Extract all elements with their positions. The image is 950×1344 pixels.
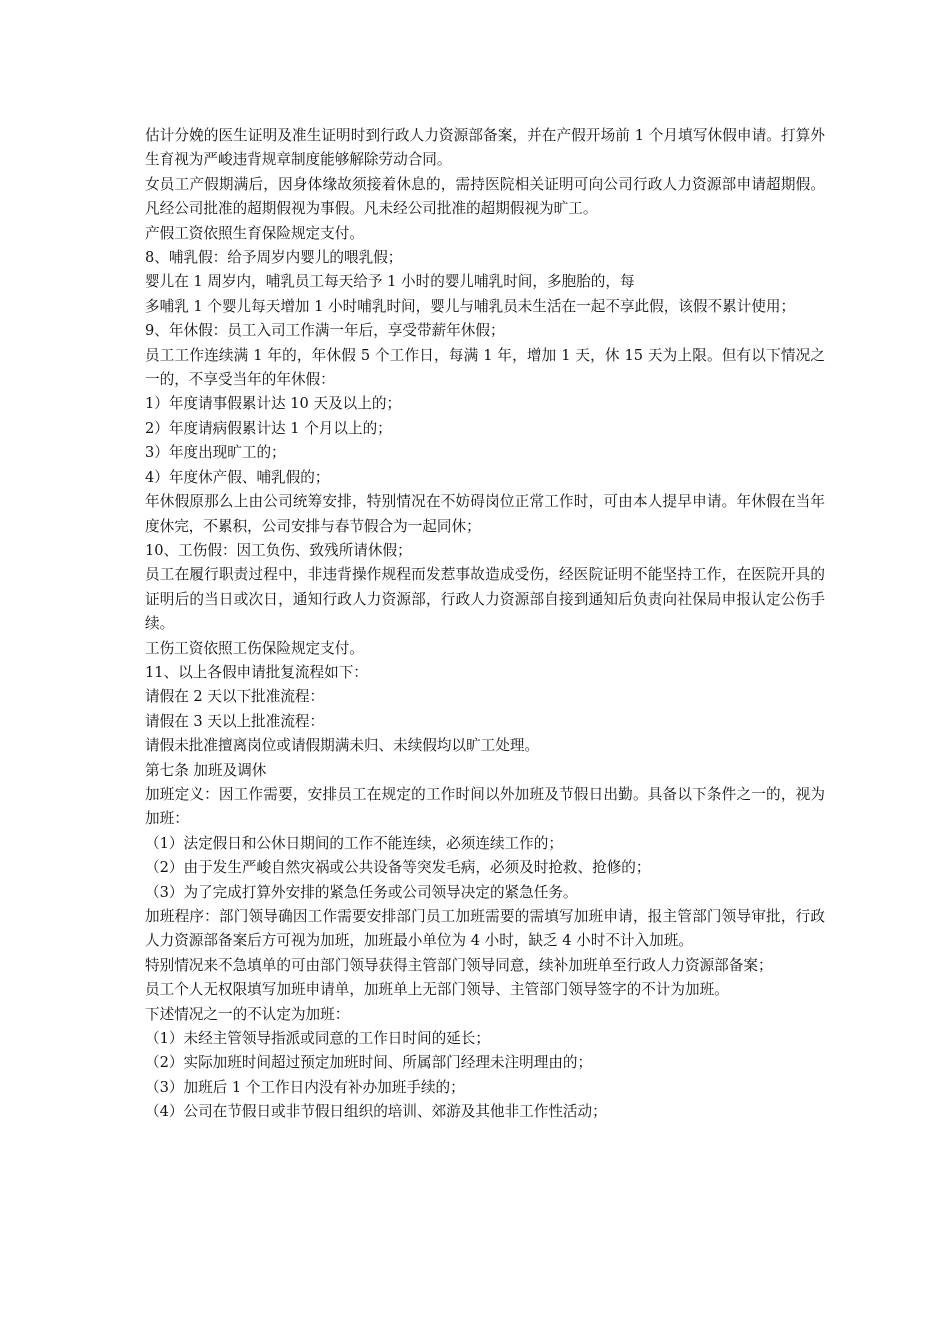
paragraph: 估计分娩的医生证明及准生证明时到行政人力资源部备案，并在产假开场前 1 个月填写休假申请。打算外生育视为严峻违背规章制度能够解除劳动合同。 bbox=[145, 127, 825, 169]
paragraph: 年休假原那么上由公司统筹安排，特别情况在不妨碍岗位正常工作时，可由本人提早申请。年休假在当年度休完，不累积，公司安排与春节假合为一起同休； bbox=[145, 493, 825, 535]
document-body bbox=[145, 124, 825, 1125]
paragraph: 下述情况之一的不认定为加班： bbox=[145, 1005, 350, 1023]
list-item: （2）实际加班时间超过预定加班时间、所属部门经理未注明理由的； bbox=[145, 1054, 593, 1072]
paragraph: 产假工资依照生育保险规定支付。 bbox=[145, 224, 364, 242]
paragraph: 请假在 3 天以上批准流程： bbox=[145, 712, 325, 730]
paragraph: 加班定义：因工作需要，安排员工在规定的工作时间以外加班及节假日出勤。具备以下条件之一的，视为加班： bbox=[145, 785, 825, 828]
list-item: （4）公司在节假日或非节假日组织的培训、郊游及其他非工作性活动； bbox=[145, 1103, 607, 1121]
paragraph: 4）年度休产假、哺乳假的； bbox=[145, 468, 330, 486]
paragraph: 请假未批准擅离岗位或请假期满未归、未续假均以旷工处理。 bbox=[145, 737, 540, 755]
paragraph: 请假在 2 天以下批准流程： bbox=[145, 688, 325, 706]
paragraph: 员工工作连续满 1 年的，年休假 5 个工作日，每满 1 年，增加 1 天，休 15 天为上限。但有以下情况之一的，不享受当年的年休假： bbox=[145, 346, 825, 389]
paragraph: 特别情况来不急填单的可由部门领导获得主管部门领导同意，续补加班单至行政人力资源部备案； bbox=[145, 956, 773, 974]
section-heading: 第七条 加班及调休 bbox=[145, 761, 267, 779]
paragraph: 8、哺乳假：给予周岁内婴儿的喂乳假； bbox=[145, 249, 403, 267]
list-item: （2）由于发生严峻自然灾祸或公共设备等突发毛病，必须及时抢救、抢修的； bbox=[145, 859, 651, 877]
paragraph: 11、以上各假申请批复流程如下： bbox=[145, 663, 368, 681]
paragraph: 婴儿在 1 周岁内，哺乳员工每天给予 1 小时的婴儿哺乳时间，多胞胎的，每 bbox=[145, 273, 635, 291]
paragraph: 3）年度出现旷工的； bbox=[145, 444, 286, 462]
paragraph: 1）年度请事假累计达 10 天及以上的； bbox=[145, 395, 402, 413]
list-item: （1）未经主管领导指派或同意的工作日时间的延长； bbox=[145, 1030, 490, 1048]
list-item: （3）为了完成打算外安排的紧急任务或公司领导决定的紧急任务。 bbox=[145, 883, 578, 901]
paragraph: 员工在履行职责过程中，非违背操作规程而发惹事故造成受伤，经医院证明不能坚持工作，在医院开具的证明后的当日或次日，通知行政人力资源部，行政人力资源部自接到通知后负责向社保局申报认定公伤手续。 bbox=[145, 566, 825, 633]
paragraph: 加班程序：部门领导确因工作需要安排部门员工加班需要的需填写加班申请，报主管部门领导审批，行政人力资源部备案后方可视为加班，加班最小单位为 4 小时，缺乏 4 小时不计入加班。 bbox=[145, 908, 825, 950]
paragraph: 工伤工资依照工伤保险规定支付。 bbox=[145, 639, 364, 657]
paragraph: 9、年休假：员工入司工作满一年后，享受带薪年休假； bbox=[145, 322, 505, 340]
paragraph: 10、工伤假：因工负伤、致残所请休假； bbox=[145, 541, 412, 559]
paragraph: 2）年度请病假累计达 1 个月以上的； bbox=[145, 419, 392, 437]
paragraph: 女员工产假期满后，因身体缘故须接着休息的，需持医院相关证明可向公司行政人力资源部申请超期假。凡经公司批准的超期假视为事假。凡未经公司批准的超期假视为旷工。 bbox=[145, 175, 825, 218]
list-item: （3）加班后 1 个工作日内没有补办加班手续的； bbox=[145, 1078, 465, 1096]
paragraph: 多哺乳 1 个婴儿每天增加 1 小时哺乳时间，婴儿与哺乳员未生活在一起不享此假，该假不累计使用； bbox=[145, 297, 796, 315]
list-item: （1）法定假日和公休日期间的工作不能连续，必须连续工作的； bbox=[145, 834, 563, 852]
paragraph: 员工个人无权限填写加班申请单，加班单上无部门领导、主管部门领导签字的不计为加班。 bbox=[145, 981, 729, 999]
